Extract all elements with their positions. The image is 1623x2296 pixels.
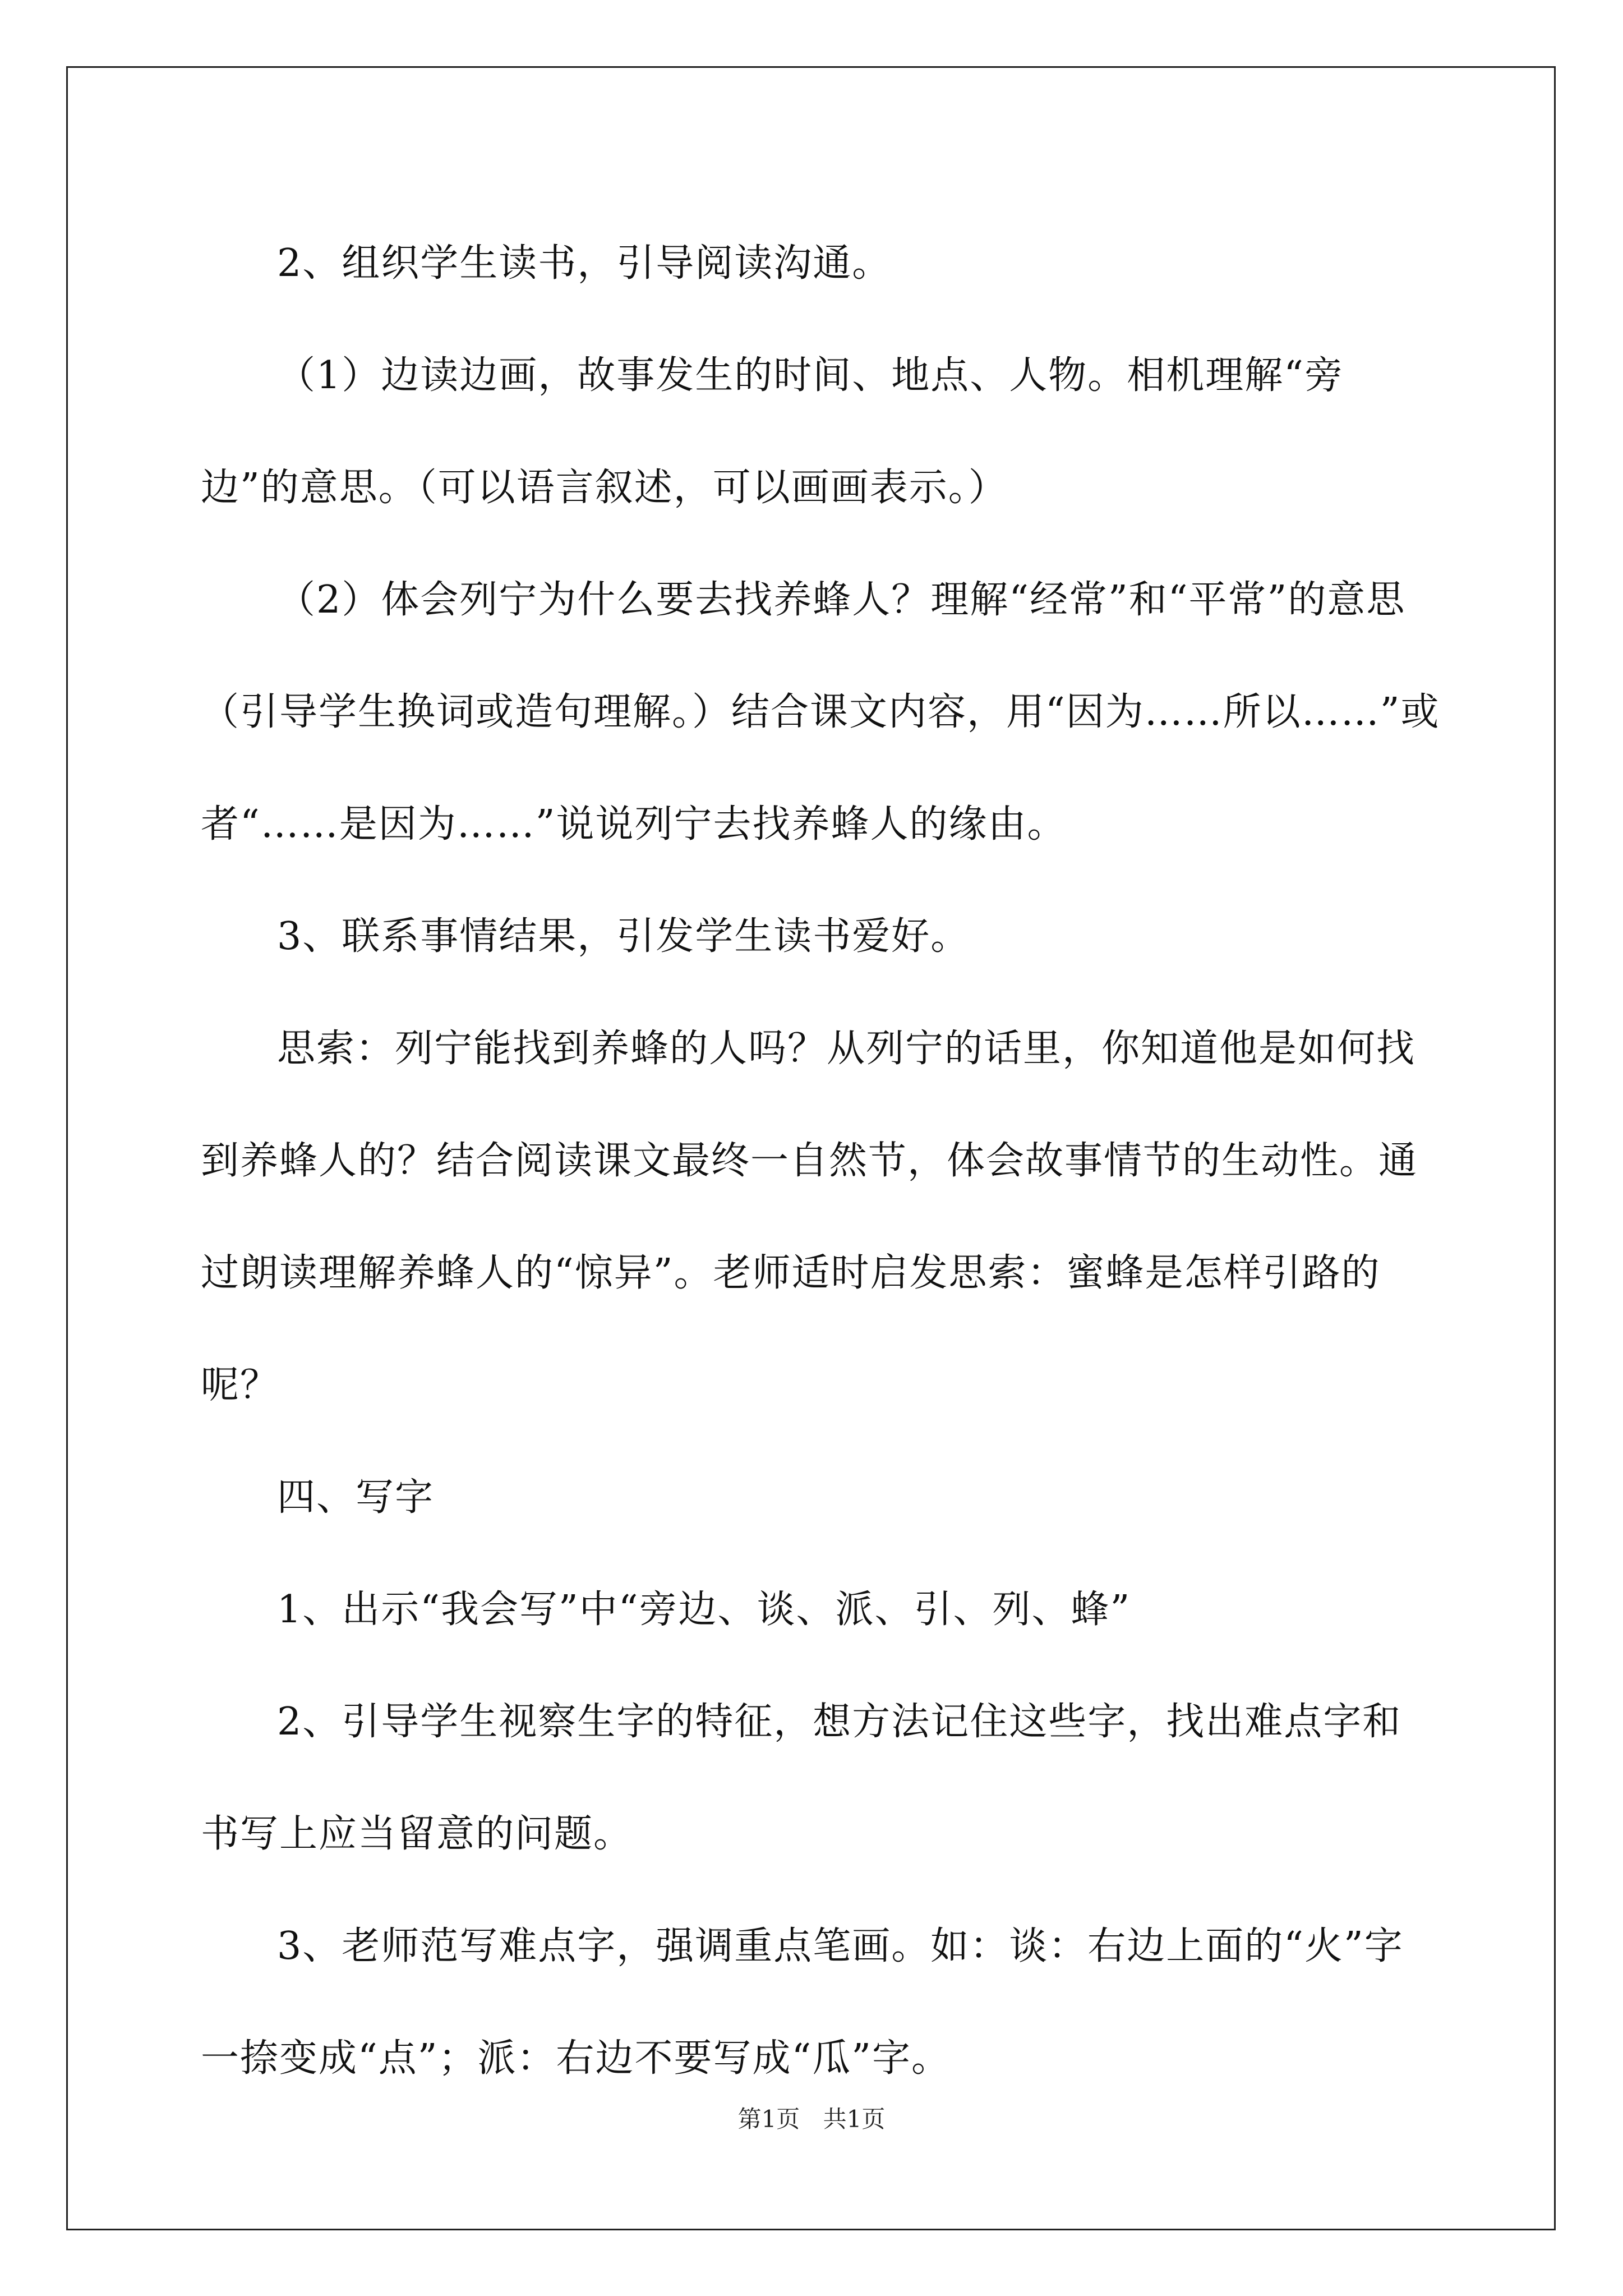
paragraph: 2、组织学生读书，引导阅读沟通。 (277, 241, 892, 286)
paragraph: 思索：列宁能找到养蜂的人吗？从列宁的话里，你知道他是如何找到养蜂人的？结合阅读课文最终一自然节，体会故事情节的生动性。通过朗读理解养蜂人的“惊异”。老师适时启发思索：蜜蜂是怎样引路的呢？ (201, 1027, 1418, 1407)
paragraph: 3、联系事情结果，引发学生读书爱好。 (277, 914, 970, 959)
paragraph: 3、老师范写难点字，强调重点笔画。如：谈：右边上面的“火”字一捺变成“点”；派：右边不要写成“瓜”字。 (201, 1924, 1404, 2081)
page-number: 第1页 (737, 2105, 800, 2133)
paragraph: 四、写字 (277, 1475, 435, 1520)
page-total: 共1页 (823, 2105, 886, 2133)
page-footer (0, 2101, 1623, 2134)
paragraph: 2、引导学生视察生字的特征，想方法记住这些字，找出难点字和书写上应当留意的问题。 (201, 1700, 1402, 1856)
document-body (201, 208, 1440, 2115)
paragraph: （2）体会列宁为什么要去找养蜂人？理解“经常”和“平常”的意思（引导学生换词或造句理解。）结合课文内容，用“因为……所以……”或者“……是因为……”说说列宁去找养蜂人的缘由。 (201, 578, 1440, 846)
paragraph: 1、出示“我会写”中“旁边、谈、派、引、列、蜂” (277, 1588, 1131, 1632)
paragraph: （1）边读边画，故事发生的时间、地点、人物。相机理解“旁边”的意思。（可以语言叙述，可以画画表示。） (201, 353, 1344, 510)
